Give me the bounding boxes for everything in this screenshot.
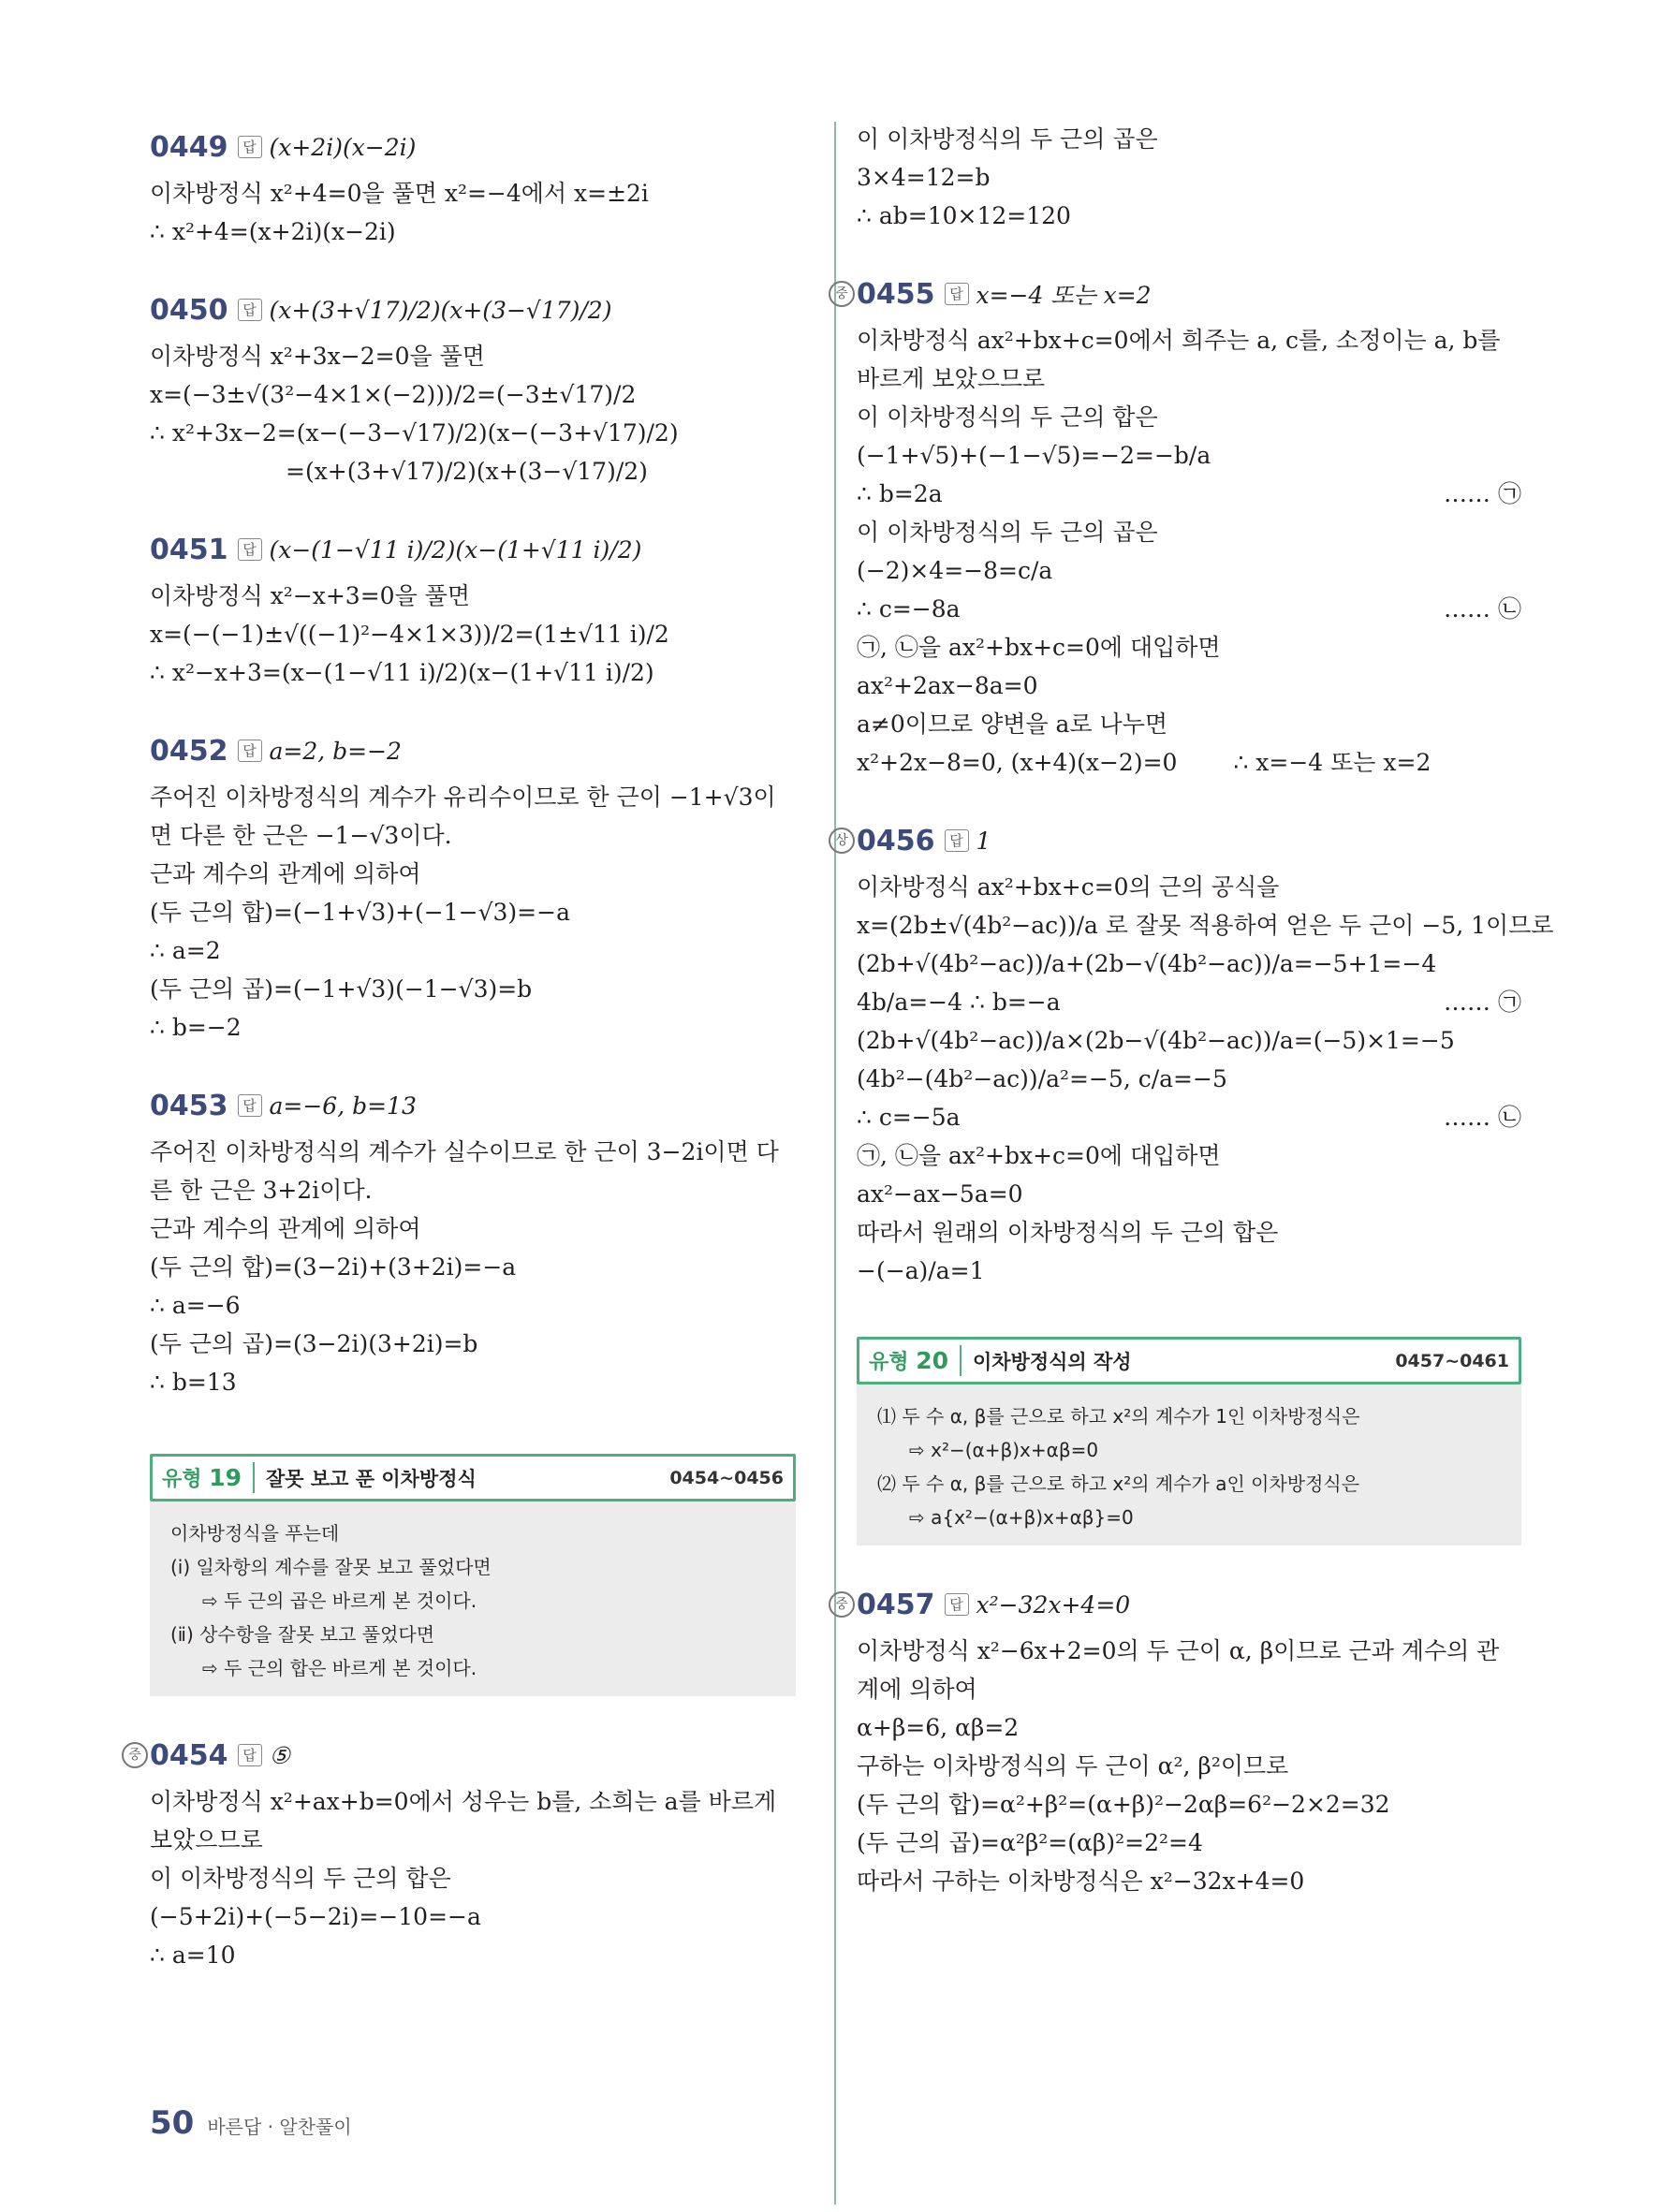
solution-line: α+β=6, αβ=2 xyxy=(857,1714,1020,1741)
solution-line: (−5+2i)+(−5−2i)=−10=−a xyxy=(150,1903,481,1930)
problem-number: 0456 xyxy=(857,824,935,857)
solution-line: x=(−3±√(3²−4×1×(−2)))/2=(−3±√17)/2 xyxy=(150,381,637,408)
solution-line: 이 이차방정식의 두 근의 합은 xyxy=(150,1865,451,1892)
mark-1: …… ㉠ xyxy=(1444,480,1521,507)
problem-0453 xyxy=(150,1078,796,1401)
solution-line: 이차방정식 x²+4=0을 풀면 x²=−4에서 x=±2i xyxy=(150,180,649,207)
answer: x²−32x+4=0 xyxy=(976,1590,1131,1619)
solution-line: −(−a)/a=1 xyxy=(857,1257,985,1284)
solution-line: ∴ a=−6 xyxy=(150,1292,241,1319)
problem-0454-continued xyxy=(857,120,1521,235)
right-column xyxy=(835,120,1554,1932)
answer-badge: 답 xyxy=(945,283,969,305)
problem-0450 xyxy=(150,283,796,491)
answer: (x+(3+√17)/2)(x+(3−√17)/2) xyxy=(269,296,612,324)
mark-2: …… ㉡ xyxy=(1444,1104,1521,1131)
solution-line: (두 근의 곱)=α²β²=(αβ)²=2²=4 xyxy=(857,1829,1203,1856)
mark-2: …… ㉡ xyxy=(1444,595,1521,623)
column-divider xyxy=(834,122,836,2205)
solution-line: ∴ x²+4=(x+2i)(x−2i) xyxy=(150,218,396,245)
solution-line: ㉠, ㉡을 ax²+bx+c=0에 대입하면 xyxy=(857,634,1221,661)
solution-line: ∴ c=−8a …… ㉡ xyxy=(857,590,1521,628)
solution-line: (두 근의 곱)=(3−2i)(3+2i)=b xyxy=(150,1330,478,1357)
level-badge: 중 xyxy=(829,1591,855,1618)
level-badge: 상 xyxy=(829,828,855,854)
answer-badge: 답 xyxy=(238,299,262,321)
solution-line: (2b+√(4b²−ac))/a×(2b−√(4b²−ac))/a=(−5)×1=−5 xyxy=(857,1027,1455,1054)
answer-badge: 답 xyxy=(238,136,262,158)
solution-line: ∴ x²+3x−2=(x−(−3−√17)/2)(x−(−3+√17)/2) xyxy=(150,419,679,447)
page-footer xyxy=(150,2104,352,2142)
solution-line: ㉠, ㉡을 ax²+bx+c=0에 대입하면 xyxy=(857,1142,1221,1169)
answer: (x+2i)(x−2i) xyxy=(269,133,417,161)
problem-0451 xyxy=(150,522,796,692)
answer-badge: 답 xyxy=(945,829,969,852)
problem-number: 0455 xyxy=(857,277,935,311)
solution-line: ∴ b=−2 xyxy=(150,1014,242,1041)
solution-line: x=(−(−1)±√((−1)²−4×1×3))/2=(1±√11 i)/2 xyxy=(150,621,669,648)
problem-0455 xyxy=(835,267,1521,782)
book-title: 바른답 · 알찬풀이 xyxy=(207,2116,352,2138)
answer-badge: 답 xyxy=(238,538,262,561)
solution-line: 따라서 구하는 이차방정식은 x²−32x+4=0 xyxy=(857,1868,1305,1895)
answer-badge: 답 xyxy=(945,1593,969,1616)
answer-badge: 답 xyxy=(238,1094,262,1117)
type-range: 0457~0461 xyxy=(1395,1350,1509,1371)
problem-0456 xyxy=(835,813,1554,1290)
answer: x=−4 또는 x=2 xyxy=(976,282,1152,309)
answer: ⑤ xyxy=(269,1741,290,1769)
type-label: 유형 19 xyxy=(162,1464,242,1491)
solution-line: x²+2x−8=0, (x+4)(x−2)=0 ∴ x=−4 또는 x=2 xyxy=(857,749,1431,776)
solution-line: 구하는 이차방정식의 두 근이 α², β²이므로 xyxy=(857,1752,1289,1780)
problem-number: 0450 xyxy=(150,293,228,327)
answer: 1 xyxy=(976,827,991,855)
solution-line: a≠0이므로 양변을 a로 나누면 xyxy=(857,710,1168,738)
solution-line: ∴ c=−5a …… ㉡ xyxy=(857,1098,1521,1136)
solution-line: 이차방정식 x²+ax+b=0에서 성우는 b를, 소희는 a를 바르게 보았으므로 xyxy=(150,1788,777,1853)
type-header xyxy=(857,1337,1521,1384)
problem-number: 0449 xyxy=(150,130,228,164)
solution-line: 근과 계수의 관계에 의하여 xyxy=(150,860,421,887)
answer: (x−(1−√11 i)/2)(x−(1+√11 i)/2) xyxy=(269,535,642,564)
type-separator xyxy=(253,1462,255,1493)
solution-line: ax²+2ax−8a=0 xyxy=(857,672,1038,699)
solution-line: 근과 계수의 관계에 의하여 xyxy=(150,1215,421,1242)
solution-line: 이차방정식 x²−6x+2=0의 두 근이 α, β이므로 근과 계수의 관계에 의하여 xyxy=(857,1637,1500,1703)
type-header xyxy=(150,1454,796,1502)
problem-number: 0453 xyxy=(150,1089,228,1122)
type-19-box xyxy=(150,1454,796,1696)
solution-line: 이차방정식 x²+3x−2=0을 풀면 xyxy=(150,343,485,370)
type-summary: ⑴ 두 수 α, β를 근으로 하고 x²의 계수가 1인 이차방정식은 ⇨ x²−(α+β)x+αβ=0 ⑵ 두 수 α, β를 근으로 하고 x²의 계수가 a인 이차방정식은 ⇨ a{x²−(α+β)x+αβ}=0 xyxy=(857,1384,1521,1545)
solution-line: 이차방정식 ax²+bx+c=0의 근의 공식을 xyxy=(857,873,1280,901)
solution-line: 따라서 원래의 이차방정식의 두 근의 합은 xyxy=(857,1219,1279,1246)
solution-line: ∴ ab=10×12=120 xyxy=(857,202,1071,229)
solution-line: ∴ b=13 xyxy=(150,1369,237,1396)
solution-line: 이 이차방정식의 두 근의 곱은 xyxy=(857,125,1158,153)
level-badge: 중 xyxy=(829,281,855,307)
solution-line: =(x+(3+√17)/2)(x+(3−√17)/2) xyxy=(286,458,648,485)
answer-badge: 답 xyxy=(238,740,262,762)
solution-line: (−1+√5)+(−1−√5)=−2=−b/a xyxy=(857,442,1211,469)
solution-line: (두 근의 합)=(−1+√3)+(−1−√3)=−a xyxy=(150,899,570,926)
type-title: 이차방정식의 작성 xyxy=(972,1350,1132,1373)
type-summary: 이차방정식을 푸는데 (ⅰ) 일차항의 계수를 잘못 보고 풀었다면 ⇨ 두 근의 곱은 바르게 본 것이다. (ⅱ) 상수항을 잘못 보고 풀었다면 ⇨ 두 근의 합은 바르게 본 것이다. xyxy=(150,1502,796,1696)
type-label: 유형 20 xyxy=(869,1347,948,1374)
solution-line: 이 이차방정식의 두 근의 곱은 xyxy=(857,519,1158,546)
solution-line: (두 근의 합)=(3−2i)+(3+2i)=−a xyxy=(150,1253,517,1281)
answer: a=−6, b=13 xyxy=(269,1091,417,1120)
problem-0454 xyxy=(128,1728,796,1974)
level-badge: 중 xyxy=(122,1742,148,1768)
problem-0452 xyxy=(150,724,796,1047)
solution-line: ∴ b=2a …… ㉠ xyxy=(857,475,1521,513)
solution-line: 이 이차방정식의 두 근의 합은 xyxy=(857,403,1158,431)
solution-line: (두 근의 곱)=(−1+√3)(−1−√3)=b xyxy=(150,975,533,1003)
solution-line: (4b²−(4b²−ac))/a²=−5, c/a=−5 xyxy=(857,1065,1227,1092)
solution-line: 주어진 이차방정식의 계수가 실수이므로 한 근이 3−2i이면 다른 한 근은 3+2i이다. xyxy=(150,1138,779,1204)
left-column xyxy=(128,120,796,2006)
type-range: 0454~0456 xyxy=(669,1467,784,1488)
type-title: 잘못 보고 푼 이차방정식 xyxy=(265,1467,477,1490)
solution-line: ax²−ax−5a=0 xyxy=(857,1180,1023,1208)
solution-line: x=(2b±√(4b²−ac))/a 로 잘못 적용하여 얻은 두 근이 −5, 1이므로 xyxy=(857,912,1554,939)
problem-number: 0452 xyxy=(150,734,228,768)
solution-line: 이차방정식 x²−x+3=0을 풀면 xyxy=(150,582,470,609)
solution-line: 이차방정식 ax²+bx+c=0에서 희주는 a, c를, 소정이는 a, b를 바르게 보았으므로 xyxy=(857,327,1501,392)
solution-line: (두 근의 합)=α²+β²=(α+β)²−2αβ=6²−2×2=32 xyxy=(857,1791,1390,1818)
solution-line: 3×4=12=b xyxy=(857,164,991,191)
solution-line: (2b+√(4b²−ac))/a+(2b−√(4b²−ac))/a=−5+1=−4 xyxy=(857,950,1437,977)
type-separator xyxy=(960,1345,962,1376)
problem-number: 0451 xyxy=(150,533,228,566)
page-number: 50 xyxy=(150,2104,195,2142)
solution-line: ∴ a=10 xyxy=(150,1941,236,1969)
solution-line: ∴ a=2 xyxy=(150,937,221,964)
mark-1: …… ㉠ xyxy=(1444,989,1521,1016)
problem-0457 xyxy=(835,1577,1521,1900)
solution-line: ∴ x²−x+3=(x−(1−√11 i)/2)(x−(1+√11 i)/2) xyxy=(150,659,654,686)
solution-line: (−2)×4=−8=c/a xyxy=(857,557,1053,584)
answer-badge: 답 xyxy=(238,1744,262,1766)
problem-0449 xyxy=(150,120,796,251)
problem-number: 0454 xyxy=(150,1738,228,1772)
solution-line: 4b/a=−4 ∴ b=−a …… ㉠ xyxy=(857,983,1521,1021)
problem-number: 0457 xyxy=(857,1588,935,1621)
solution-line: 주어진 이차방정식의 계수가 유리수이므로 한 근이 −1+√3이면 다른 한 근은 −1−√3이다. xyxy=(150,784,776,849)
type-20-box xyxy=(857,1337,1521,1545)
answer: a=2, b=−2 xyxy=(269,737,402,765)
